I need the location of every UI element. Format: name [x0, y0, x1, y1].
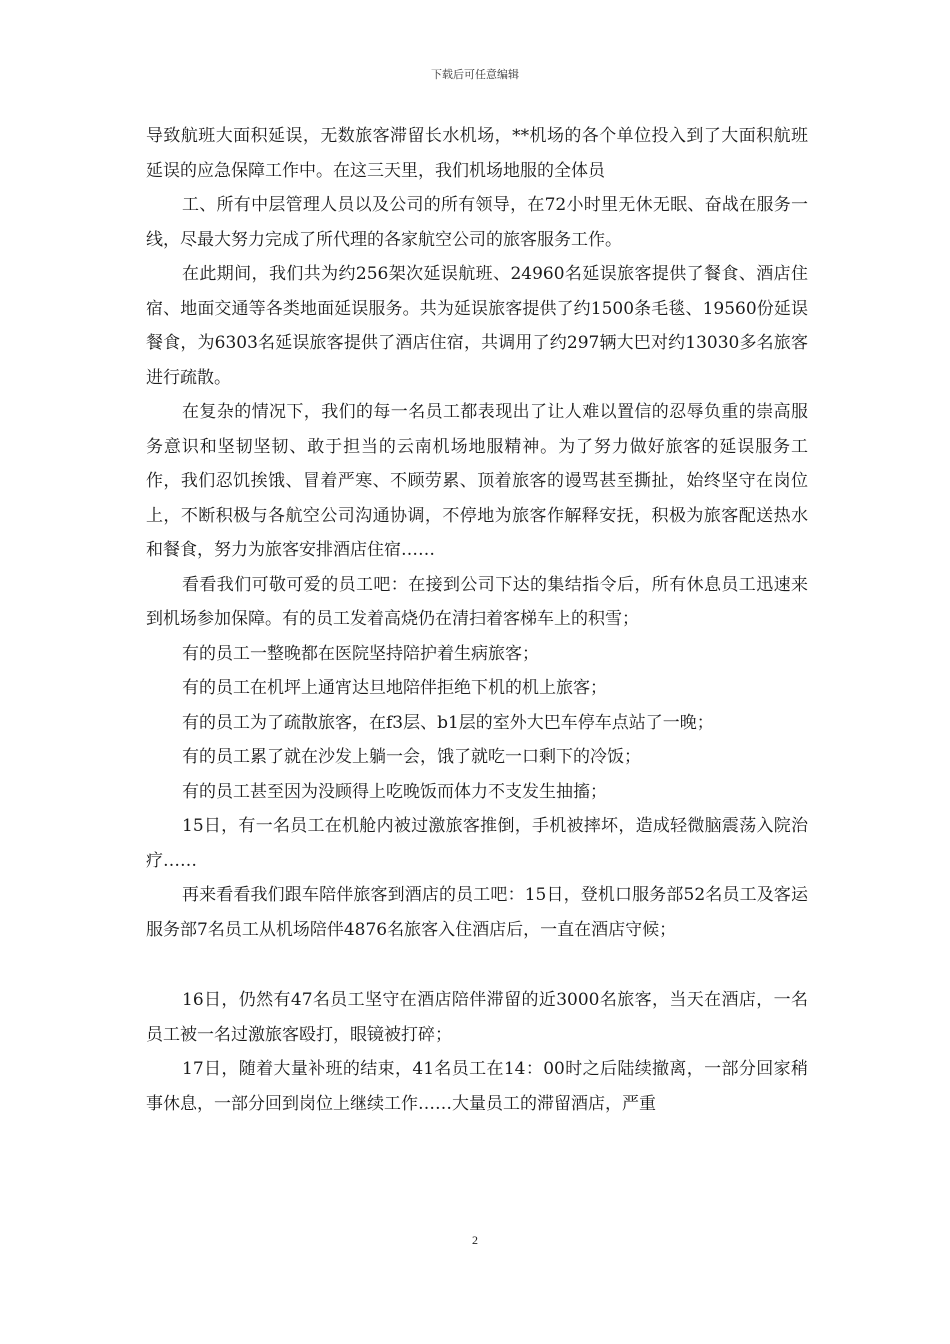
paragraph-1: 导致航班大面积延误，无数旅客滞留长水机场，**机场的各个单位投入到了大面积航班延误的应急保障工作中。在这三天里，我们机场地服的全体员	[146, 126, 808, 181]
paragraph-10: 有的员工甚至因为没顾得上吃晚饭而体力不支发生抽搐；	[182, 781, 607, 802]
paragraph-7: 有的员工在机坪上通宵达旦地陪伴拒绝下机的机上旅客；	[182, 678, 607, 698]
paragraph-3: 在此期间，我们共为约256架次延误航班、24960名延误旅客提供了餐食、酒店住宿、地面交通等各类地面延误服务。共为延误旅客提供了约1500条毛毯、19560份延误餐食，为6303名延误旅客提供了酒店住宿，共调用了约297辆大巴对约13030多名旅客进行疏散。	[146, 264, 808, 388]
document-body	[146, 119, 808, 1121]
page-header: 下载后可任意编辑	[431, 68, 519, 81]
paragraph-14: 17日，随着大量补班的结束，41名员工在14：00时之后陆续撤离，一部分回家稍事休息，一部分回到岗位上继续工作……大量员工的滞留酒店，严重	[146, 1059, 808, 1114]
blank-line	[146, 947, 808, 983]
paragraph-4: 在复杂的情况下，我们的每一名员工都表现出了让人难以置信的忍辱负重的崇高服务意识和坚韧坚韧、敢于担当的云南机场地服精神。为了努力做好旅客的延误服务工作，我们忍饥挨饿、冒着严寒、不顾劳累、顶着旅客的谩骂甚至撕扯，始终坚守在岗位上，不断积极与各航空公司沟通协调，不停地为旅客作解释安抚，积极为旅客配送热水和餐食，努力为旅客安排酒店住宿……	[146, 402, 808, 560]
page-number: 2	[472, 1233, 478, 1247]
paragraph-5: 看看我们可敬可爱的员工吧：在接到公司下达的集结指令后，所有休息员工迅速来到机场参加保障。有的员工发着高烧仍在清扫着客梯车上的积雪；	[146, 574, 808, 629]
paragraph-6: 有的员工一整晚都在医院坚持陪护着生病旅客；	[182, 643, 539, 664]
paragraph-13: 16日，仍然有47名员工坚守在酒店陪伴滞留的近3000名旅客，当天在酒店，一名员工被一名过激旅客殴打，眼镜被打碎；	[146, 990, 808, 1045]
paragraph-9: 有的员工累了就在沙发上躺一会，饿了就吃一口剩下的冷饭；	[182, 747, 641, 767]
paragraph-11: 15日，有一名员工在机舱内被过激旅客推倒，手机被摔坏，造成轻微脑震荡入院治疗……	[146, 816, 808, 871]
paragraph-2: 工、所有中层管理人员以及公司的所有领导，在72小时里无休无眠、奋战在服务一线，尽最大努力完成了所代理的各家航空公司的旅客服务工作。	[146, 195, 808, 250]
paragraph-12: 再来看看我们跟车陪伴旅客到酒店的员工吧：15日，登机口服务部52名员工及客运服务部7名员工从机场陪伴4876名旅客入住酒店后，一直在酒店守候；	[146, 885, 808, 940]
paragraph-8: 有的员工为了疏散旅客，在f3层、b1层的室外大巴车停车点站了一晚；	[182, 712, 714, 733]
